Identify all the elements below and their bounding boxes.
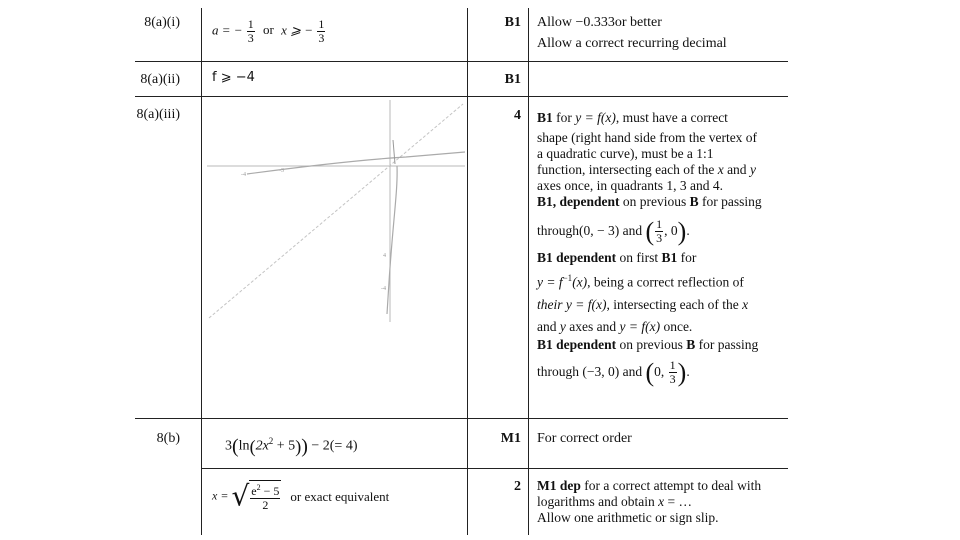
mark: B1 <box>504 15 521 30</box>
comment-line: logarithms and obtain x = … <box>537 494 692 509</box>
comment-line: Allow −0.333or better <box>537 15 662 30</box>
answer-text: or <box>263 22 274 38</box>
comment-line: B1 dependent on first B1 for <box>537 250 697 265</box>
comment-line: B1 dependent on previous B for passing <box>537 336 759 352</box>
comment-line: Allow a correct recurring decimal <box>537 36 727 51</box>
vertex-mark <box>393 140 395 164</box>
mark: M1 <box>500 431 521 446</box>
question-id: 8(a)(i) <box>144 15 180 30</box>
mark: B1 <box>504 72 521 87</box>
answer: $3(\ln(2x^2 + 5)) - 2(= 4)$ <box>225 435 358 458</box>
tick-label: 4 <box>383 253 386 259</box>
comment <box>537 14 792 52</box>
comment-line: shape (right hand side from the vertex of <box>537 130 758 145</box>
comment-line: $y = f^{-1}(x)$, being a correct reflection of <box>537 273 744 290</box>
tick-label: -3 <box>279 168 284 174</box>
answer: f ⩾ −4 <box>212 70 255 85</box>
comment-line: their y = f(x), intersecting each of the x <box>537 296 749 312</box>
mark: 2 <box>514 479 521 494</box>
comment <box>537 478 792 526</box>
tick-label: -4 <box>241 172 246 178</box>
comment-line: through(0, − 3) and ( $\frac{1}{3}$ , 0). <box>537 216 690 246</box>
fraction: $\frac{1}{3}$ <box>318 17 325 45</box>
table-border <box>201 8 202 535</box>
table-border <box>528 8 529 535</box>
comment-line: through (−3, 0) and (0, $\frac{1}{3}$ ). <box>537 357 690 387</box>
table-border <box>467 8 468 535</box>
comment-line: function, intersecting each of the x and y <box>537 162 756 177</box>
curve-f <box>387 166 397 314</box>
answer-text: a = − <box>212 22 243 38</box>
fraction: $\frac{1}{3}$ <box>247 17 254 45</box>
comment-line: B1, dependent on previous B for passing <box>537 194 762 209</box>
answer <box>212 18 326 45</box>
tick-label: -4 <box>381 286 386 292</box>
table-border <box>135 61 788 62</box>
comment-line: axes once, in quadrants 1, 3 and 4. <box>537 178 723 193</box>
comment-line: M1 dep for a correct attempt to deal with <box>537 478 762 493</box>
question-id: 8(b) <box>156 431 180 446</box>
comment-line: Allow one arithmetic or sign slip. <box>537 510 719 525</box>
comment-line: B1 for y = f(x), must have a correct <box>537 110 728 125</box>
line-y-equals-x <box>209 104 463 318</box>
answer: x = √ $\frac{e^2 - 5}{2}$ or exact equivalent <box>212 479 390 513</box>
comment-line: and y axes and y = f(x) once. <box>537 318 693 334</box>
question-id: 8(a)(iii) <box>136 107 180 122</box>
table-border <box>135 418 788 419</box>
table-border <box>201 468 788 469</box>
comment-line: a quadratic curve), must be a 1:1 <box>537 146 714 161</box>
comment <box>537 110 792 387</box>
answer-text: x ⩾ − <box>281 22 314 38</box>
mark: 4 <box>514 108 521 123</box>
comment: For correct order <box>537 431 632 446</box>
graph-sketch <box>207 100 465 322</box>
table-border <box>135 96 788 97</box>
question-id: 8(a)(ii) <box>140 72 180 87</box>
